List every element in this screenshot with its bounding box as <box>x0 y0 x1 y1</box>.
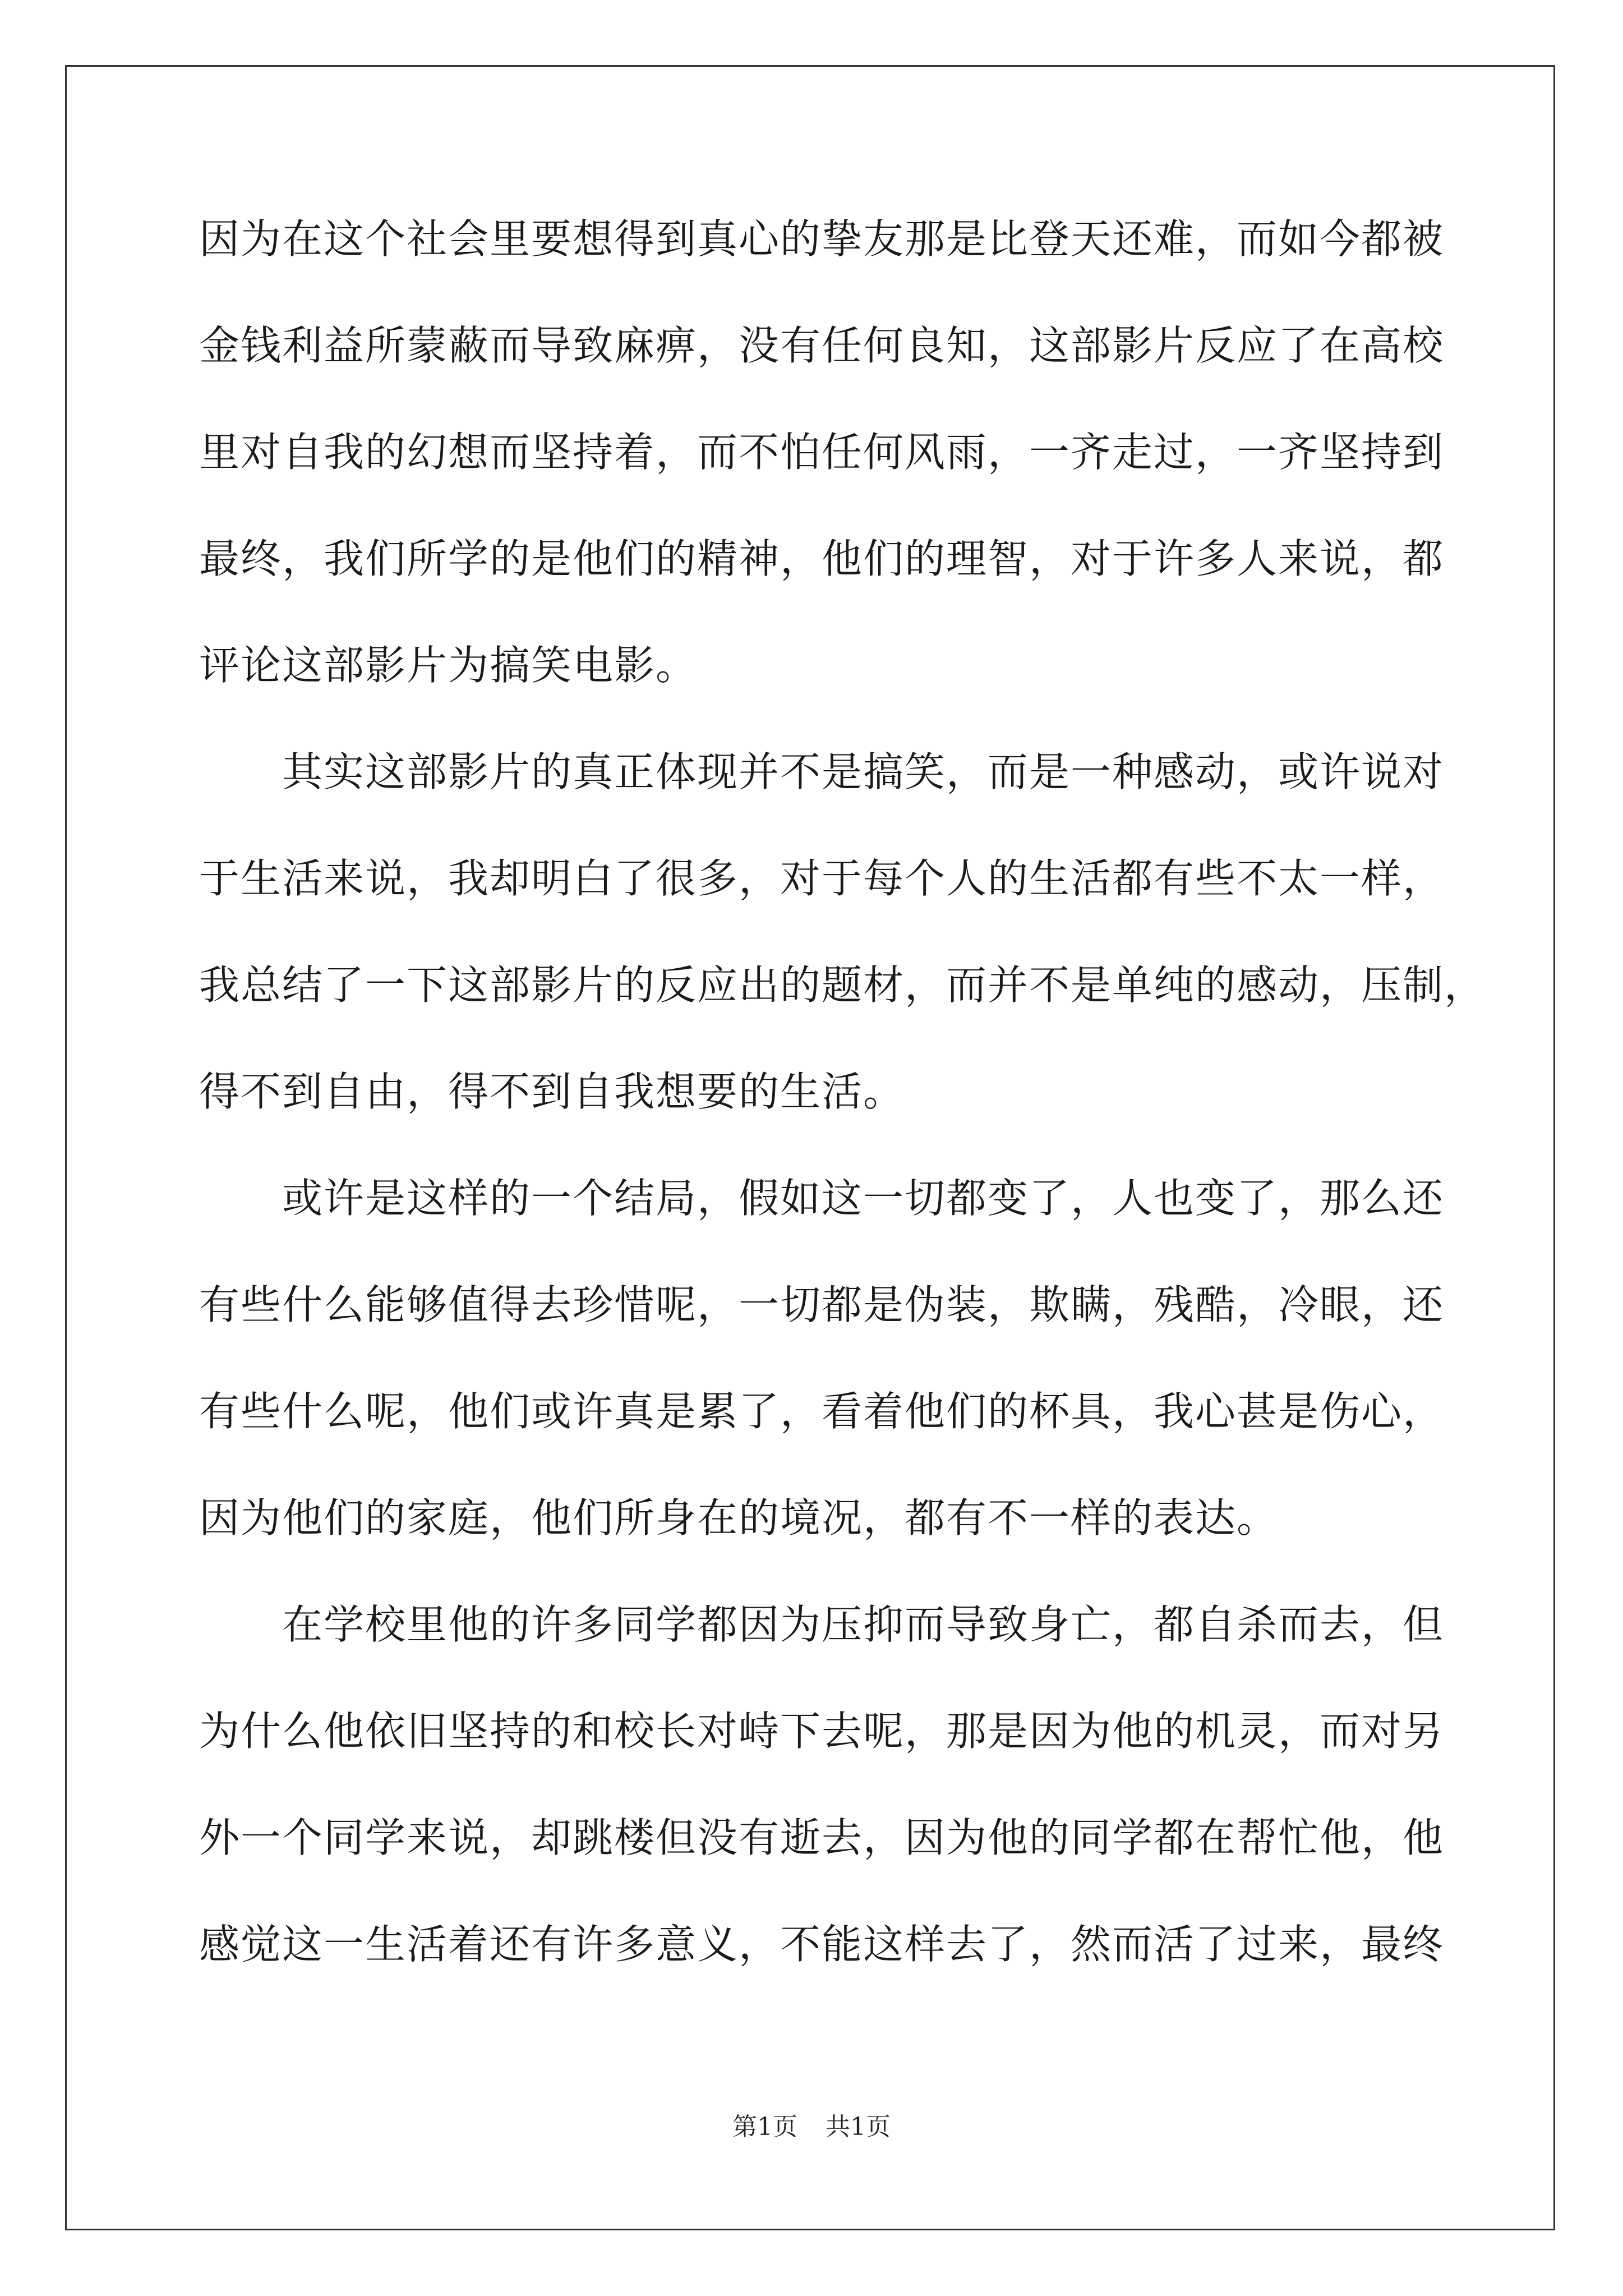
text-line: 其实这部影片的真正体现并不是搞笑，而是一种感动，或许说对 <box>199 748 1445 795</box>
text-line: 我总结了一下这部影片的反应出的题材，而并不是单纯的感动，压制， <box>199 961 1486 1009</box>
text-line: 外一个同学来说，却跳楼但没有逝去，因为他的同学都在帮忙他，他 <box>199 1814 1445 1861</box>
text-line: 得不到自由，得不到自我想要的生活。 <box>199 1068 905 1115</box>
text-line: 于生活来说，我却明白了很多，对于每个人的生活都有些不太一样， <box>199 855 1445 902</box>
text-line: 为什么他依旧坚持的和校长对峙下去呢，那是因为他的机灵，而对另 <box>199 1708 1445 1755</box>
document-body <box>199 215 1486 2031</box>
page-total: 共1页 <box>826 2113 891 2141</box>
text-line: 金钱利益所蒙蔽而导致麻痹，没有任何良知，这部影片反应了在高校 <box>199 322 1445 369</box>
text-line: 有些什么能够值得去珍惜呢，一切都是伪装，欺瞒，残酷，冷眼，还 <box>199 1281 1445 1328</box>
page-number: 第1页 <box>732 2113 797 2141</box>
text-line: 在学校里他的许多同学都因为压抑而导致身亡，都自杀而去，但 <box>199 1601 1445 1648</box>
text-line: 感觉这一生活着还有许多意义，不能这样去了，然而活了过来，最终 <box>199 1921 1445 1968</box>
text-line: 或许是这样的一个结局，假如这一切都变了，人也变了，那么还 <box>199 1175 1445 1222</box>
text-line: 因为他们的家庭，他们所身在的境况，都有不一样的表达。 <box>199 1494 1279 1542</box>
text-line: 最终，我们所学的是他们的精神，他们的理智，对于许多人来说，都 <box>199 535 1445 582</box>
text-line: 因为在这个社会里要想得到真心的挚友那是比登天还难，而如今都被 <box>199 215 1445 263</box>
page-footer <box>0 2115 1623 2139</box>
text-line: 有些什么呢，他们或许真是累了，看着他们的杯具，我心甚是伤心， <box>199 1388 1445 1435</box>
text-line: 里对自我的幻想而坚持着，而不怕任何风雨，一齐走过，一齐坚持到 <box>199 429 1445 476</box>
text-line: 评论这部影片为搞笑电影。 <box>199 642 698 689</box>
